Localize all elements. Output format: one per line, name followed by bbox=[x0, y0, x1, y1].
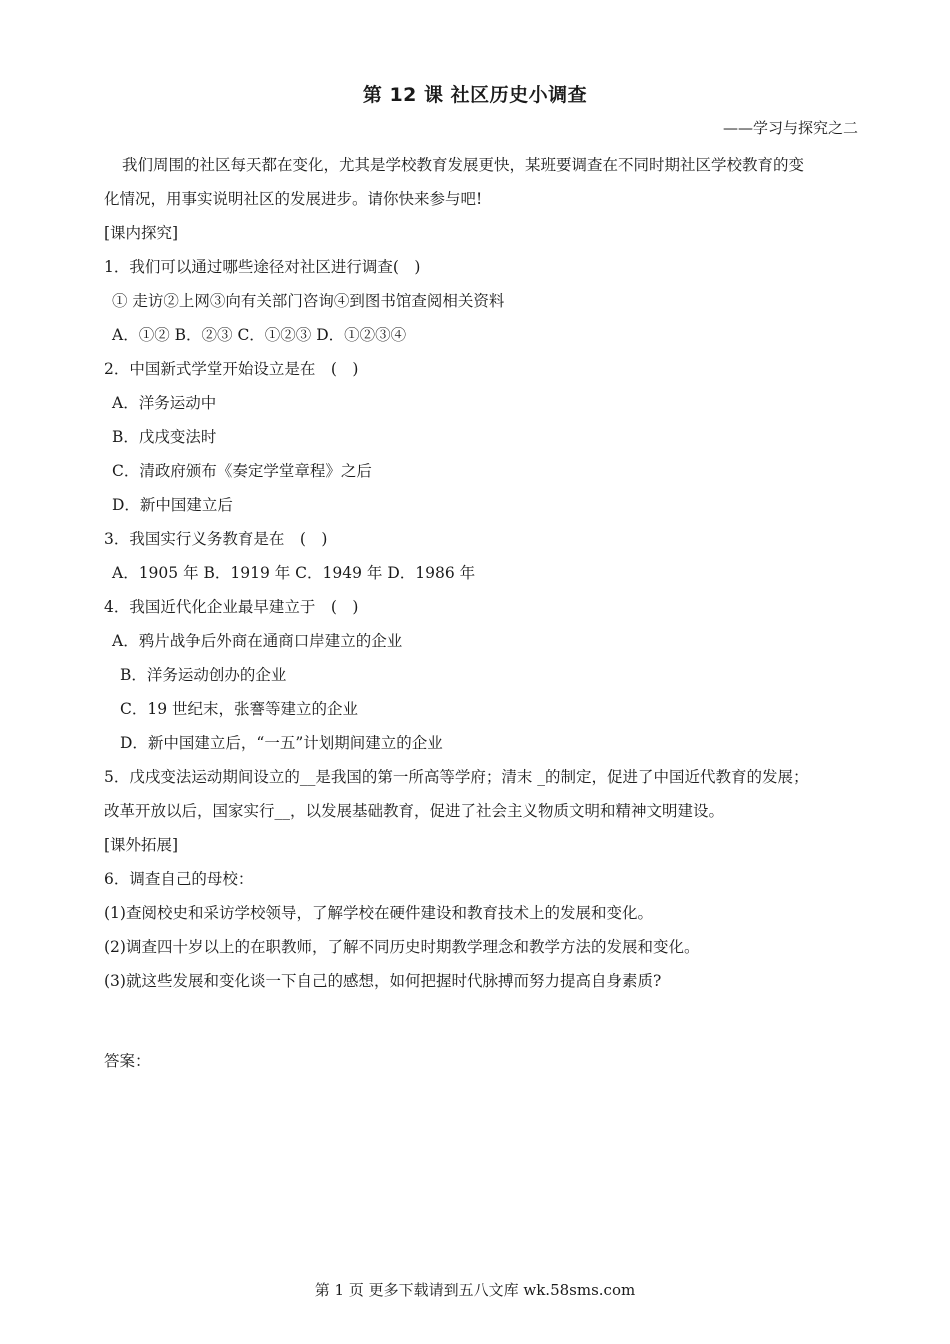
spacer bbox=[104, 998, 874, 1044]
section-heading-extension: [课外拓展] bbox=[104, 836, 179, 854]
question-4-option-c: C．19 世纪末，张謇等建立的企业 bbox=[120, 700, 359, 718]
answer-label: 答案： bbox=[104, 1052, 151, 1070]
question-6-part-3: (3)就这些发展和变化谈一下自己的感想，如何把握时代脉搏而努力提高自身素质? bbox=[104, 972, 662, 990]
question-5-line-1: 5．戊戌变法运动期间设立的__是我国的第一所高等学府；清末 _的制定，促进了中国近代教育的发展； bbox=[104, 768, 809, 786]
question-6-part-2: (2)调查四十岁以上的在职教师，了解不同历史时期教学理念和教学方法的发展和变化。 bbox=[104, 938, 700, 956]
question-2-option-d: D．新中国建立后 bbox=[112, 496, 233, 514]
question-6-part-1: (1)查阅校史和采访学校领导，了解学校在硬件建设和教育技术上的发展和变化。 bbox=[104, 904, 653, 922]
question-4-option-d: D．新中国建立后，“一五”计划期间建立的企业 bbox=[120, 734, 443, 752]
section-heading-in-class: [课内探究] bbox=[104, 224, 179, 242]
page-subtitle: ——学习与探究之二 bbox=[722, 119, 858, 137]
question-1-items: ① 走访②上网③向有关部门咨询④到图书馆查阅相关资料 bbox=[112, 292, 505, 310]
question-1-stem: 1．我们可以通过哪些途径对社区进行调查( ) bbox=[104, 258, 421, 276]
page-footer: 第 1 页 更多下载请到五八文库 wk.58sms.com bbox=[314, 1281, 636, 1299]
question-2-option-c: C．清政府颁布《奏定学堂章程》之后 bbox=[112, 462, 372, 480]
question-2-option-b: B．戊戌变法时 bbox=[112, 428, 217, 446]
question-2-stem: 2．中国新式学堂开始设立是在 ( ) bbox=[104, 360, 359, 378]
question-6-stem: 6．调查自己的母校： bbox=[104, 870, 254, 888]
question-3-stem: 3．我国实行义务教育是在 ( ) bbox=[104, 530, 328, 548]
intro-paragraph-line-1: 我们周围的社区每天都在变化，尤其是学校教育发展更快，某班要调查在不同时期社区学校教育的变 bbox=[122, 156, 805, 174]
question-5-line-2: 改革开放以后，国家实行__，以发展基础教育，促进了社会主义物质文明和精神文明建设。 bbox=[104, 802, 725, 820]
document-body bbox=[104, 148, 874, 1078]
question-4-stem: 4．我国近代化企业最早建立于 ( ) bbox=[104, 598, 359, 616]
question-4-option-b: B．洋务运动创办的企业 bbox=[120, 666, 287, 684]
question-4-option-a: A．鸦片战争后外商在通商口岸建立的企业 bbox=[112, 632, 403, 650]
intro-paragraph-line-2: 化情况，用事实说明社区的发展进步。请你快来参与吧! bbox=[104, 190, 483, 208]
question-3-options: A．1905 年 B．1919 年 C．1949 年 D．1986 年 bbox=[112, 564, 476, 582]
question-2-option-a: A．洋务运动中 bbox=[112, 394, 217, 412]
question-1-options: A．①② B．②③ C．①②③ D．①②③④ bbox=[112, 326, 407, 344]
page-title: 第 12 课 社区历史小调查 bbox=[362, 84, 588, 106]
